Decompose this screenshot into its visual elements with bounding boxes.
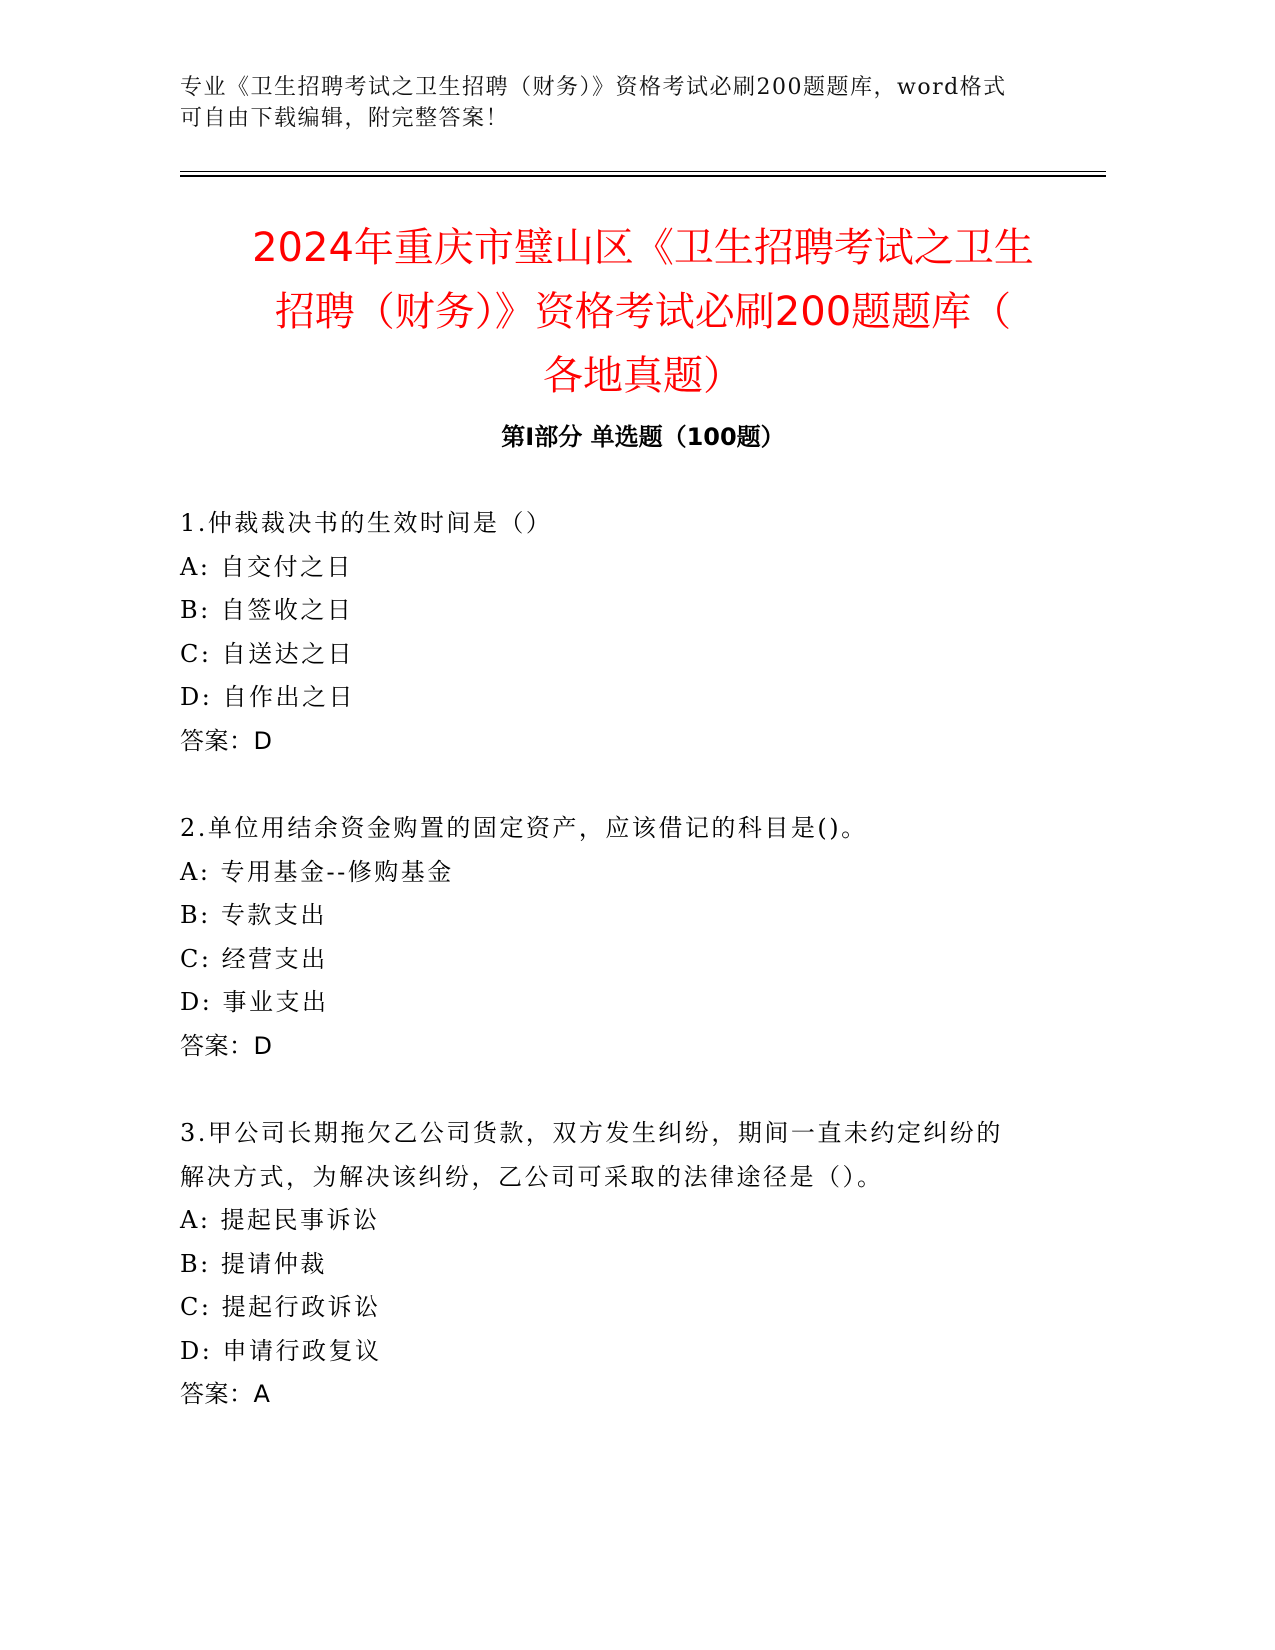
question-answer: 答案：A [180,1380,271,1408]
document-title [180,216,1106,408]
section-title: 第Ⅰ部分 单选题（100题） [501,423,785,451]
header-line-1: 专业《卫生招聘考试之卫生招聘（财务）》资格考试必刷200题题库，word格式 [180,75,1007,100]
option-d: D: 事业支出 [180,988,329,1016]
option-c: C: 自送达之日 [180,639,355,668]
option-d: D: 申请行政复议 [180,1336,382,1365]
option-c: C: 经营支出 [180,944,328,973]
question-stem: 1.仲裁裁决书的生效时间是（） [180,509,553,537]
option-a: A: 提起民事诉讼 [180,1206,380,1234]
document-header [180,72,1080,134]
option-a: A: 专用基金--修购基金 [180,857,454,886]
question-stem: 3.甲公司长期拖欠乙公司货款，双方发生纠纷，期间一直未约定纠纷的解决方式，为解决该纠纷，乙公司可采取的法律途径是（）。 [180,1119,1003,1191]
header-line-2: 可自由下载编辑，附完整答案！ [180,106,510,131]
header-divider-thin [180,171,1106,172]
option-b: B: 专款支出 [180,901,327,929]
title-line-1: 2024年重庆市璧山区《卫生招聘考试之卫生 [252,225,1034,271]
question-item [180,502,1040,763]
question-list [180,502,1040,1461]
question-item [180,1112,1040,1417]
option-d: D: 自作出之日 [180,683,355,711]
question-answer: 答案：D [180,1031,273,1060]
option-b: B: 提请仲裁 [180,1249,327,1278]
option-a: A: 自交付之日 [180,552,354,581]
option-b: B: 自签收之日 [180,596,354,624]
option-c: C: 提起行政诉讼 [180,1293,381,1321]
question-stem: 2.单位用结余资金购置的固定资产，应该借记的科目是()。 [180,814,868,842]
title-line-2: 招聘（财务）》资格考试必刷200题题库（ [274,289,1012,335]
question-item [180,807,1040,1068]
header-divider-thick [180,175,1106,177]
question-answer: 答案：D [180,726,273,755]
title-line-3: 各地真题） [543,353,743,399]
